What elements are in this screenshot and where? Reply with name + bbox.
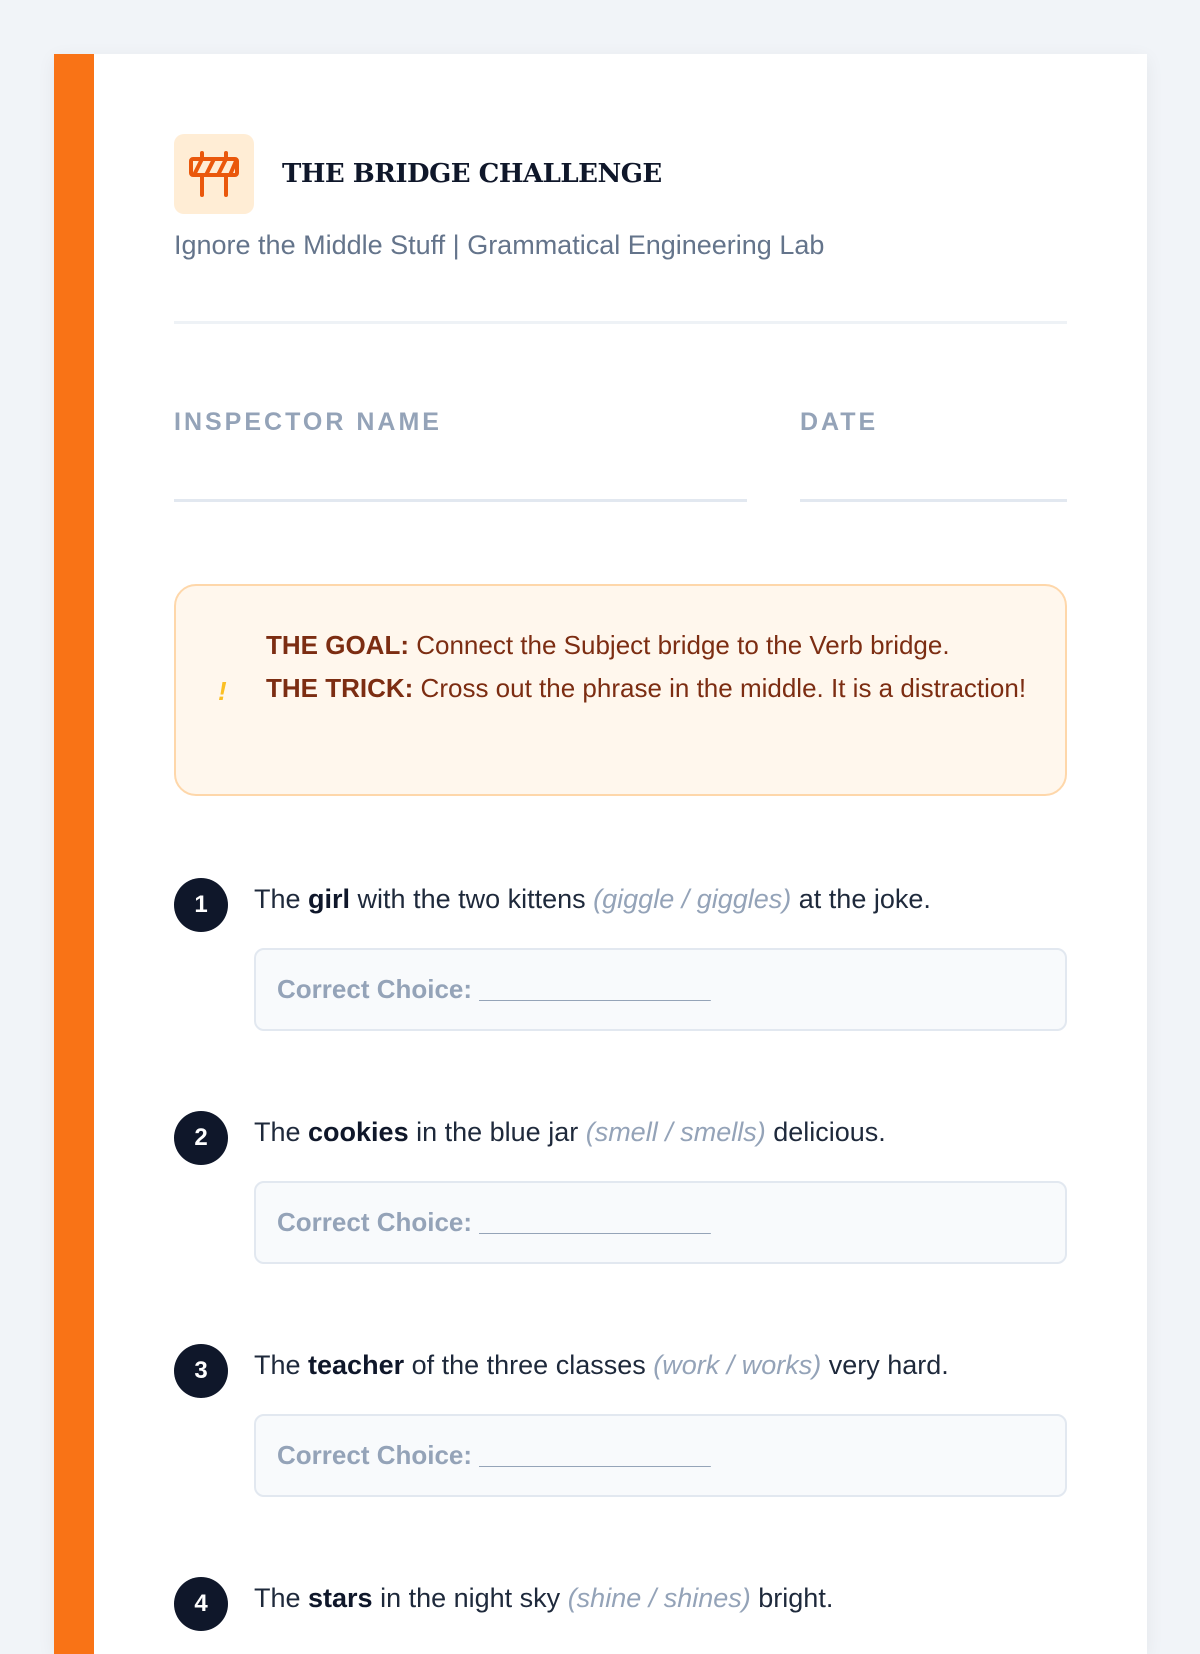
sentence-subject: cookies bbox=[308, 1117, 409, 1147]
roadblock-icon bbox=[188, 151, 240, 197]
answer-field[interactable]: Correct Choice: ________________ bbox=[254, 948, 1067, 1031]
exclamation-icon: ! bbox=[218, 676, 227, 706]
sentence-start: The bbox=[254, 1583, 309, 1613]
sentence-start: The bbox=[254, 1117, 309, 1147]
sentence-middle-phrase: in the blue jar bbox=[408, 1117, 586, 1147]
verb-options: (smell / smells) bbox=[585, 1117, 766, 1147]
divider bbox=[174, 321, 1067, 324]
sentence-middle-phrase: with the two kittens bbox=[350, 884, 594, 914]
question-number-badge: 4 bbox=[174, 1577, 228, 1631]
verb-options: (work / works) bbox=[653, 1350, 822, 1380]
page-subtitle: Ignore the Middle Stuff | Grammatical Engineering Lab bbox=[174, 230, 825, 260]
verb-options: (shine / shines) bbox=[567, 1583, 751, 1613]
question-sentence bbox=[254, 1583, 833, 1614]
sentence-end: bright. bbox=[750, 1583, 834, 1613]
verb-options: (giggle / giggles) bbox=[593, 884, 792, 914]
logo-badge bbox=[174, 134, 254, 214]
instructions-callout bbox=[174, 584, 1067, 796]
question-sentence bbox=[254, 1350, 949, 1381]
goal-label: THE GOAL: bbox=[266, 630, 409, 660]
answer-field[interactable]: Correct Choice: ________________ bbox=[254, 1414, 1067, 1497]
sentence-start: The bbox=[254, 884, 309, 914]
sentence-end: very hard. bbox=[821, 1350, 949, 1380]
answer-field[interactable]: Correct Choice: ________________ bbox=[254, 1181, 1067, 1264]
trick-label: THE TRICK: bbox=[266, 673, 414, 703]
sentence-subject: stars bbox=[308, 1583, 373, 1613]
sentence-start: The bbox=[254, 1350, 309, 1380]
question-sentence bbox=[254, 1117, 886, 1148]
sentence-end: delicious. bbox=[765, 1117, 886, 1147]
accent-bar bbox=[54, 54, 94, 1654]
header bbox=[174, 134, 662, 214]
inspector-name-field[interactable] bbox=[174, 499, 747, 502]
sentence-middle-phrase: of the three classes bbox=[404, 1350, 654, 1380]
sentence-subject: girl bbox=[308, 884, 351, 914]
worksheet bbox=[54, 54, 1147, 1654]
question-sentence bbox=[254, 884, 931, 915]
question-number-badge: 1 bbox=[174, 878, 228, 932]
inspector-name-label: INSPECTOR NAME bbox=[174, 408, 442, 436]
date-label: DATE bbox=[800, 408, 879, 436]
question-number-badge: 2 bbox=[174, 1111, 228, 1165]
goal-text: Connect the Subject bridge to the Verb bridge. bbox=[409, 630, 950, 660]
page-title: THE BRIDGE CHALLENGE bbox=[282, 159, 662, 189]
trick-text: Cross out the phrase in the middle. It is a distraction! bbox=[413, 673, 1027, 703]
sentence-end: at the joke. bbox=[791, 884, 931, 914]
callout-text bbox=[266, 624, 1036, 710]
date-field[interactable] bbox=[800, 499, 1067, 502]
question-number-badge: 3 bbox=[174, 1344, 228, 1398]
sentence-middle-phrase: in the night sky bbox=[372, 1583, 568, 1613]
sentence-subject: teacher bbox=[308, 1350, 405, 1380]
